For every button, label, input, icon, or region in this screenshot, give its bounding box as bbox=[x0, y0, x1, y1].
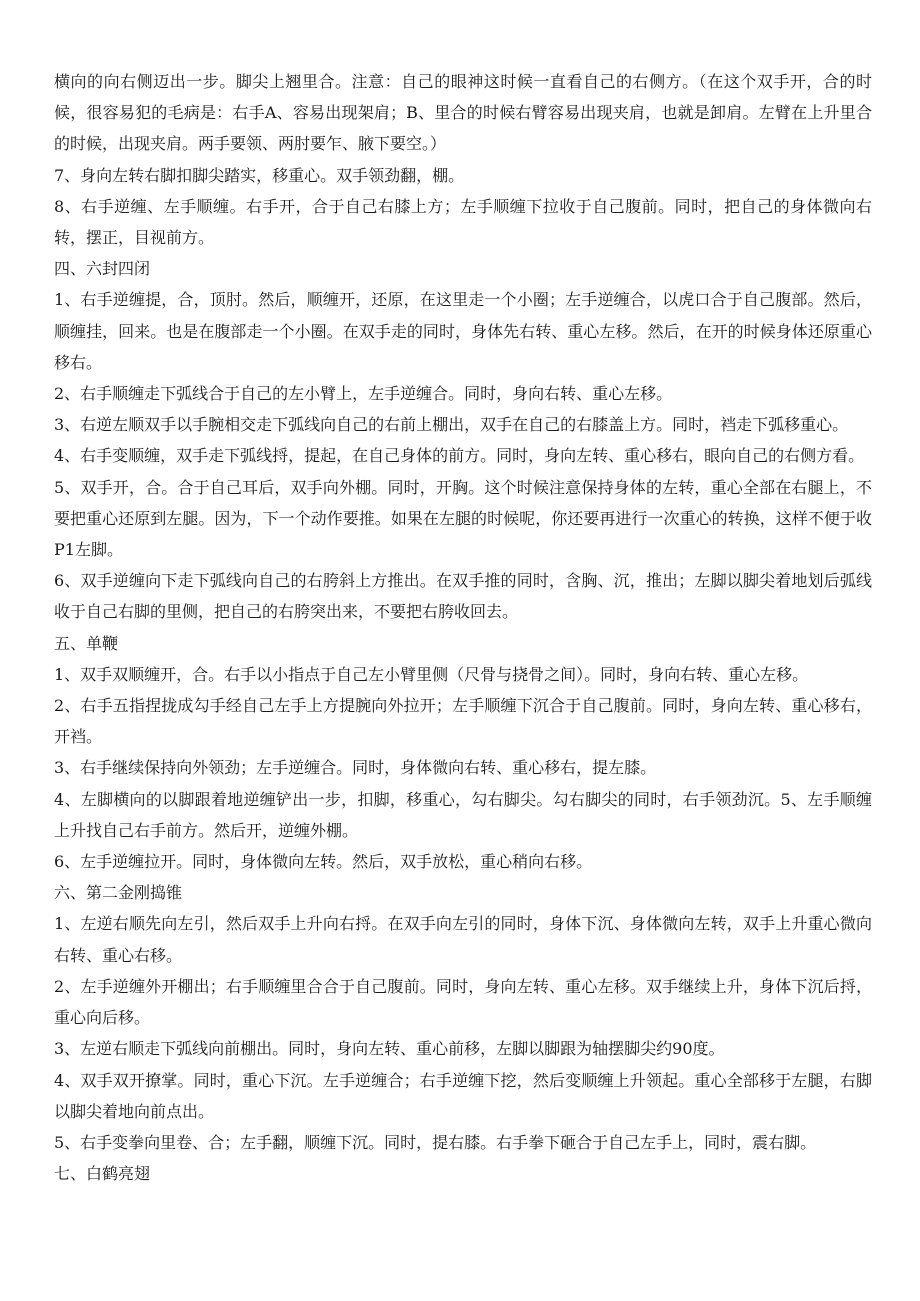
section-5-step-2: 2、右手五指捏拢成勾手经自己左手上方提腕向外拉开；左手顺缠下沉合于自己腹前。同时，身向左转、重心移右，开裆。 bbox=[54, 696, 872, 747]
section-4-step-3: 3、右逆左顺双手以手腕相交走下弧线向自己的右前上棚出，双手在自己的右膝盖上方。同时，裆走下弧移重心。 bbox=[54, 415, 849, 435]
section-4-step-6: 6、双手逆缠向下走下弧线向自己的右胯斜上方推出。在双手推的同时，含胸、沉，推出；左脚以脚尖着地划后弧线收于自己右脚的里侧，把自己的右胯突出来，不要把右胯收回去。 bbox=[54, 571, 872, 622]
section-6-step-4: 4、双手双开撩掌。同时，重心下沉。左手逆缠合；右手逆缠下挖，然后变顺缠上升领起。重心全部移于左腿，右脚以脚尖着地向前点出。 bbox=[54, 1070, 872, 1121]
section-4-step-1: 1、右手逆缠提，合，顶肘。然后，顺缠开，还原，在这里走一个小圈；左手逆缠合，以虎口合于自己腹部。然后，顺缠挂，回来。也是在腹部走一个小圈。在双手走的同时，身体先右转、重心左移。然后，在开的时候身体还原重心移右。 bbox=[54, 290, 872, 372]
section-heading-5: 五、单鞭 bbox=[54, 633, 119, 653]
section-5-step-1: 1、双手双顺缠开，合。右手以小指点于自己左小臂里侧（尺骨与挠骨之间）。同时，身向右转、重心左移。 bbox=[54, 664, 809, 684]
section-heading-4: 四、六封四闭 bbox=[54, 259, 151, 279]
section-heading-6: 六、第二金刚捣锥 bbox=[54, 883, 183, 903]
section-6-step-2: 2、左手逆缠外开棚出；右手顺缠里合合于自己腹前。同时，身向左转、重心左移。双手继续上升，身体下沉后捋，重心向后移。 bbox=[54, 976, 872, 1028]
section-5-step-3: 3、右手继续保持向外领劲；左手逆缠合。同时，身体微向右转、重心移右，提左膝。 bbox=[54, 758, 657, 778]
section-6-step-3: 3、左逆右顺走下弧线向前棚出。同时，身向左转、重心前移，左脚以脚跟为轴摆脚尖约90度。 bbox=[54, 1039, 725, 1059]
section-6-step-1: 1、左逆右顺先向左引，然后双手上升向右捋。在双手向左引的同时，身体下沉、身体微向左转，双手上升重心微向右转、重心右移。 bbox=[54, 914, 872, 965]
section-5-step-6: 6、左手逆缠拉开。同时，身体微向左转。然后，双手放松，重心稍向右移。 bbox=[54, 852, 593, 872]
section-6-step-5: 5、右手变拳向里卷、合；左手翻，顺缠下沉。同时，提右膝。右手拳下砸合于自己左手上，同时，震右脚。 bbox=[54, 1132, 817, 1152]
section-4-step-4: 4、右手变顺缠，双手走下弧线捋，提起，在自己身体的前方。同时，身向左转、重心移右，眼向自己的右侧方看。 bbox=[54, 446, 865, 466]
section-5-step-4: 4、左脚横向的以脚跟着地逆缠铲出一步，扣脚，移重心，勾右脚尖。勾右脚尖的同时，右手领劲沉。5、左手顺缠上升找自己右手前方。然后开，逆缠外棚。 bbox=[54, 789, 872, 840]
step-7: 7、身向左转右脚扣脚尖踏实，移重心。双手领劲翻，棚。 bbox=[54, 165, 465, 185]
section-4-step-5: 5、双手开，合。合于自己耳后，双手向外棚。同时，开胸。这个时候注意保持身体的左转，重心全部在右腿上，不要把重心还原到左腿。因为，下一个动作要推。如果在左腿的时候呢，你还要再进行一次重心的转换，这样不便于收P1左脚。 bbox=[54, 477, 872, 560]
section-heading-7: 七、白鹤亮翅 bbox=[54, 1164, 151, 1184]
section-4-step-2: 2、右手顺缠走下弧线合于自己的左小臂上，左手逆缠合。同时，身向右转、重心左移。 bbox=[54, 384, 673, 404]
step-8: 8、右手逆缠、左手顺缠。右手开，合于自己右膝上方；左手顺缠下拉收于自己腹前。同时，把自己的身体微向右转，摆正，目视前方。 bbox=[54, 196, 872, 248]
paragraph-continuation: 横向的向右侧迈出一步。脚尖上翘里合。注意：自己的眼神这时候一直看自己的右侧方。（在这个双手开，合的时候，很容易犯的毛病是：右手A、容易出现架肩；B、里合的时候右臂容易出现夹肩，也就是卸肩。左臂在上升里合的时候，出现夹肩。两手要领、两肘要乍、腋下要空。） bbox=[54, 72, 872, 154]
